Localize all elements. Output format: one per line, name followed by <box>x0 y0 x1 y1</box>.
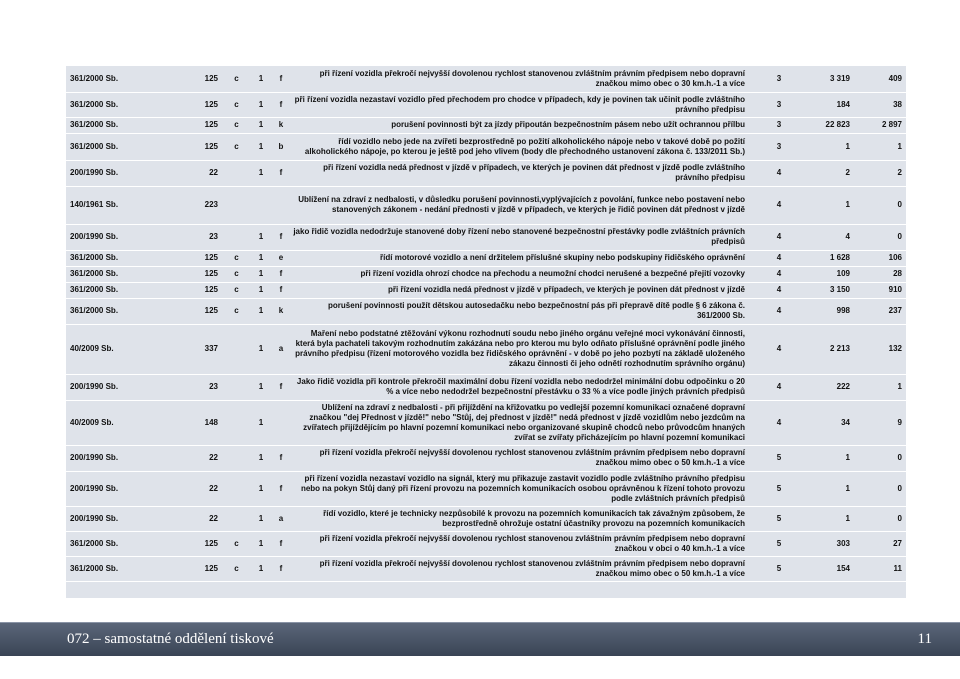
row-letter: c <box>224 117 249 133</box>
row-subsection: 1 <box>249 374 273 400</box>
row-item: b <box>273 133 289 160</box>
row-law: 40/2009 Sb. <box>66 400 135 445</box>
row-paragraph: 125 <box>135 282 224 298</box>
description-text: řídí vozidlo, které je technicky nezpůsobilé k provozu na pozemních komunikacích tak závažným způsobem, že bezprostředně ohrožuje ostatní účastníky provozu na pozemních komunikacích <box>323 508 745 528</box>
description-text: při řízení vozidla překročí nejvyšší dovolenou rychlost stanovenou zvláštním právním předpisem nebo dopravní značkou mimo obec o 30 km.h.-1 a více <box>319 68 745 88</box>
description-text: Ublížení na zdraví z nedbalosti - při přijíždění na křižovatku po vedlejší pozemní komunikaci označené dopravní značkou "dej Přednost v jízdě!" nebo "Stůj, dej přednost v jízdě!" nedá přednost v jízdě vozidlům nebo jezdcům na zvířatech přijíždějícím po hlavní pozemní komunikaci nebo organizované skupině chodců nebo průvodcům hnaných zvířat se zvířaty přicházejícím po hlavní pozemní komunikaci <box>303 402 745 442</box>
row-paragraph: 125 <box>135 117 224 133</box>
row-count: 1 <box>807 506 852 531</box>
offense-table-container <box>66 66 906 598</box>
row-value: 0 <box>852 506 906 531</box>
row-paragraph: 23 <box>135 224 224 250</box>
row-letter: c <box>224 133 249 160</box>
row-value: 9 <box>852 400 906 445</box>
description-text: porušení povinnosti použít dětskou autosedačku nebo bezpečnostní pás při přepravě dítě podle § 6 zákona č. 361/2000 Sb. <box>328 301 745 320</box>
row-subsection <box>249 186 273 224</box>
row-value: 38 <box>852 92 906 117</box>
row-letter: c <box>224 66 249 92</box>
row-value: 409 <box>852 66 906 92</box>
row-value: 0 <box>852 445 906 471</box>
row-points: 5 <box>751 531 807 556</box>
row-paragraph: 23 <box>135 374 224 400</box>
row-count: 154 <box>807 556 852 581</box>
row-law: 40/2009 Sb. <box>66 324 135 374</box>
table-row <box>66 445 906 471</box>
row-item <box>273 400 289 445</box>
row-law: 361/2000 Sb. <box>66 92 135 117</box>
row-value: 0 <box>852 471 906 506</box>
row-description <box>289 250 751 266</box>
row-law: 200/1990 Sb. <box>66 506 135 531</box>
row-count: 3 150 <box>807 282 852 298</box>
row-value: 28 <box>852 266 906 282</box>
table-row <box>66 160 906 186</box>
row-value: 1 <box>852 374 906 400</box>
row-letter <box>224 506 249 531</box>
description-text: řídí motorové vozidlo a není držitelem příslušné skupiny nebo podskupiny řidičského oprávnění <box>380 253 745 262</box>
row-count: 1 <box>807 471 852 506</box>
description-text: řídí vozidlo nebo jede na zvířeti bezprostředně po požití alkoholického nápoje nebo v takové době po požití alkoholického nápoje, po kterou je ještě pod jeho vlivem (body dle přechodného ustanovení zákona č. 133/2011 Sb.) <box>304 136 745 156</box>
row-letter: c <box>224 266 249 282</box>
row-description <box>289 224 751 250</box>
row-law: 140/1961 Sb. <box>66 186 135 224</box>
row-value: 0 <box>852 224 906 250</box>
row-description <box>289 160 751 186</box>
row-paragraph: 125 <box>135 133 224 160</box>
description-text: při řízení vozidla ohrozí chodce na přechodu a neumožní chodci nerušené a bezpečné přejití vozovky <box>360 269 745 278</box>
table-row <box>66 66 906 92</box>
row-law: 361/2000 Sb. <box>66 531 135 556</box>
footer-bar <box>0 622 960 656</box>
row-count: 1 <box>807 445 852 471</box>
description-text: při řízení vozidla překročí nejvyšší dovolenou rychlost stanovenou zvláštním právním předpisem nebo dopravní značkou mimo obec o 50 km.h.-1 a více <box>319 448 745 467</box>
row-law: 200/1990 Sb. <box>66 160 135 186</box>
row-description <box>289 374 751 400</box>
row-count: 303 <box>807 531 852 556</box>
row-count: 2 <box>807 160 852 186</box>
table-row <box>66 133 906 160</box>
row-count: 184 <box>807 92 852 117</box>
table-row <box>66 282 906 298</box>
description-text: při řízení vozidla překročí nejvyšší dovolenou rychlost stanovenou zvláštním právním předpisem nebo dopravní značkou v obci o 40 km.h.-1 a více <box>319 533 745 553</box>
row-value: 0 <box>852 186 906 224</box>
row-paragraph: 223 <box>135 186 224 224</box>
row-description <box>289 324 751 374</box>
row-points: 5 <box>751 471 807 506</box>
row-letter <box>224 160 249 186</box>
table-row <box>66 250 906 266</box>
row-item <box>273 186 289 224</box>
row-subsection: 1 <box>249 117 273 133</box>
row-subsection: 1 <box>249 324 273 374</box>
row-count: 1 <box>807 186 852 224</box>
row-law: 361/2000 Sb. <box>66 266 135 282</box>
row-description <box>289 186 751 224</box>
row-count: 1 <box>807 133 852 160</box>
row-points: 4 <box>751 186 807 224</box>
row-points: 5 <box>751 445 807 471</box>
table-row <box>66 186 906 224</box>
table-row <box>66 92 906 117</box>
row-item: a <box>273 506 289 531</box>
table-row <box>66 471 906 506</box>
table-row <box>66 400 906 445</box>
row-value: 237 <box>852 298 906 324</box>
row-subsection: 1 <box>249 224 273 250</box>
row-subsection: 1 <box>249 266 273 282</box>
row-paragraph: 125 <box>135 92 224 117</box>
row-value: 132 <box>852 324 906 374</box>
offense-table <box>66 66 906 582</box>
row-points: 4 <box>751 250 807 266</box>
table-row <box>66 556 906 581</box>
row-count: 34 <box>807 400 852 445</box>
row-description <box>289 117 751 133</box>
row-item: f <box>273 92 289 117</box>
row-count: 109 <box>807 266 852 282</box>
row-description <box>289 282 751 298</box>
row-value: 2 <box>852 160 906 186</box>
row-paragraph: 125 <box>135 66 224 92</box>
row-item: f <box>273 374 289 400</box>
row-paragraph: 22 <box>135 506 224 531</box>
table-row <box>66 374 906 400</box>
row-item: k <box>273 117 289 133</box>
row-item: f <box>273 445 289 471</box>
row-points: 4 <box>751 160 807 186</box>
row-item: f <box>273 266 289 282</box>
row-value: 1 <box>852 133 906 160</box>
row-letter: c <box>224 92 249 117</box>
description-text: při řízení vozidla nezastaví vozidlo na signál, který mu přikazuje zastavit vozidlo podle zvláštního právního předpisu nebo na pokyn Stůj daný při řízení provozu na pozemních komunikacích osobou oprávněnou k řízení tohoto provozu podle zvláštních právních předpisů <box>300 473 745 503</box>
row-letter: c <box>224 282 249 298</box>
row-points: 5 <box>751 506 807 531</box>
row-law: 361/2000 Sb. <box>66 133 135 160</box>
row-count: 998 <box>807 298 852 324</box>
table-row <box>66 324 906 374</box>
row-law: 361/2000 Sb. <box>66 117 135 133</box>
row-paragraph: 22 <box>135 471 224 506</box>
row-letter <box>224 374 249 400</box>
row-subsection: 1 <box>249 531 273 556</box>
row-subsection: 1 <box>249 92 273 117</box>
offense-table-body <box>66 66 906 581</box>
description-text: Maření nebo podstatné ztěžování výkonu rozhodnutí soudu nebo jiného orgánu veřejné moci vykonávání činnosti, která byla pachateli takovým rozhodnutím zakázána nebo pro kterou mu bylo odňato příslušné oprávnění podle jiného právního předpisu (řízení motorového vozidla bez řidičského oprávnění - v době po jeho pozbytí na základě uloženého zákazu činnosti či jeho odnětí rozhodnutím správního orgánu) <box>295 329 745 368</box>
table-row <box>66 531 906 556</box>
row-item: a <box>273 324 289 374</box>
row-count: 2 213 <box>807 324 852 374</box>
row-points: 4 <box>751 224 807 250</box>
description-text: jako řidič vozidla nedodržuje stanovené doby řízení nebo stanovené bezpečnostní přestávky podle zvláštních právních předpisů <box>293 227 745 246</box>
row-law: 361/2000 Sb. <box>66 556 135 581</box>
row-description <box>289 298 751 324</box>
row-paragraph: 148 <box>135 400 224 445</box>
row-item: f <box>273 66 289 92</box>
table-row <box>66 224 906 250</box>
row-paragraph: 125 <box>135 266 224 282</box>
row-description <box>289 92 751 117</box>
row-points: 3 <box>751 66 807 92</box>
description-text: Ublížení na zdraví z nedbalosti, v důsledku porušení povinnosti,vyplývajících z povolání, funkce nebo postavení nebo stanovených zákonem - nedání přednosti v jízdě v případech, ve kterých je řidič povinen dát přednost v jízdě <box>298 195 745 214</box>
page-number: 11 <box>917 631 932 647</box>
row-letter <box>224 186 249 224</box>
row-count: 22 823 <box>807 117 852 133</box>
row-count: 1 628 <box>807 250 852 266</box>
row-law: 200/1990 Sb. <box>66 445 135 471</box>
row-law: 361/2000 Sb. <box>66 298 135 324</box>
row-points: 4 <box>751 400 807 445</box>
row-subsection: 1 <box>249 250 273 266</box>
row-value: 910 <box>852 282 906 298</box>
row-paragraph: 125 <box>135 531 224 556</box>
row-item: f <box>273 282 289 298</box>
row-value: 27 <box>852 531 906 556</box>
row-paragraph: 125 <box>135 556 224 581</box>
row-description <box>289 531 751 556</box>
row-law: 200/1990 Sb. <box>66 471 135 506</box>
row-item: f <box>273 471 289 506</box>
footer-department-label: 072 – samostatné oddělení tiskové <box>67 631 274 647</box>
row-subsection: 1 <box>249 66 273 92</box>
description-text: při řízení vozidla překročí nejvyšší dovolenou rychlost stanovenou zvláštním právním předpisem nebo dopravní značkou mimo obec o 50 km.h.-1 a více <box>319 558 745 578</box>
row-count: 4 <box>807 224 852 250</box>
row-points: 4 <box>751 324 807 374</box>
row-letter <box>224 324 249 374</box>
row-description <box>289 66 751 92</box>
row-points: 3 <box>751 92 807 117</box>
row-subsection: 1 <box>249 471 273 506</box>
row-description <box>289 471 751 506</box>
table-row <box>66 117 906 133</box>
row-description <box>289 506 751 531</box>
row-item: f <box>273 556 289 581</box>
row-paragraph: 125 <box>135 250 224 266</box>
row-description <box>289 445 751 471</box>
row-points: 3 <box>751 117 807 133</box>
row-subsection: 1 <box>249 400 273 445</box>
row-subsection: 1 <box>249 282 273 298</box>
row-law: 200/1990 Sb. <box>66 224 135 250</box>
row-points: 4 <box>751 374 807 400</box>
table-row <box>66 266 906 282</box>
table-row <box>66 298 906 324</box>
row-letter: c <box>224 250 249 266</box>
row-item: k <box>273 298 289 324</box>
row-subsection: 1 <box>249 445 273 471</box>
row-subsection: 1 <box>249 160 273 186</box>
row-description <box>289 400 751 445</box>
row-points: 5 <box>751 556 807 581</box>
row-value: 2 897 <box>852 117 906 133</box>
row-points: 3 <box>751 133 807 160</box>
row-letter <box>224 445 249 471</box>
description-text: při řízení vozidla nedá přednost v jízdě v případech, ve kterých je povinen dát přednost v jízdě podle zvláštního právního předpisu <box>323 163 745 182</box>
row-letter <box>224 400 249 445</box>
row-description <box>289 133 751 160</box>
row-letter: c <box>224 531 249 556</box>
row-paragraph: 22 <box>135 160 224 186</box>
table-row <box>66 506 906 531</box>
row-letter <box>224 471 249 506</box>
description-text: porušení povinnosti být za jízdy připoután bezpečnostním pásem nebo užít ochrannou přílbu <box>391 120 745 129</box>
row-subsection: 1 <box>249 556 273 581</box>
row-letter: c <box>224 298 249 324</box>
row-points: 4 <box>751 298 807 324</box>
row-law: 200/1990 Sb. <box>66 374 135 400</box>
row-points: 4 <box>751 282 807 298</box>
row-description <box>289 266 751 282</box>
row-item: f <box>273 160 289 186</box>
row-paragraph: 22 <box>135 445 224 471</box>
row-law: 361/2000 Sb. <box>66 66 135 92</box>
row-law: 361/2000 Sb. <box>66 282 135 298</box>
row-description <box>289 556 751 581</box>
row-item: f <box>273 531 289 556</box>
row-subsection: 1 <box>249 298 273 324</box>
row-points: 4 <box>751 266 807 282</box>
row-paragraph: 125 <box>135 298 224 324</box>
row-value: 106 <box>852 250 906 266</box>
row-law: 361/2000 Sb. <box>66 250 135 266</box>
row-letter: c <box>224 556 249 581</box>
row-count: 222 <box>807 374 852 400</box>
description-text: při řízení vozidla nedá přednost v jízdě v případech, ve kterých je povinen dát přednost v jízdě <box>388 285 745 294</box>
row-letter <box>224 224 249 250</box>
row-item: f <box>273 224 289 250</box>
row-paragraph: 337 <box>135 324 224 374</box>
description-text: Jako řidič vozidla při kontrole překročil maximální dobu řízení vozidla nebo nedodržel minimální dobu odpočinku o 20 % a více nebo nedodržel bezpečnostní přestávku o 33 % a více podle jiných právních předpisů <box>296 377 745 396</box>
row-item: e <box>273 250 289 266</box>
row-value: 11 <box>852 556 906 581</box>
row-subsection: 1 <box>249 133 273 160</box>
row-count: 3 319 <box>807 66 852 92</box>
row-subsection: 1 <box>249 506 273 531</box>
description-text: při řízení vozidla nezastaví vozidlo před přechodem pro chodce v případech, kdy je povinen tak učinit podle zvláštního právního předpisu <box>294 94 745 114</box>
